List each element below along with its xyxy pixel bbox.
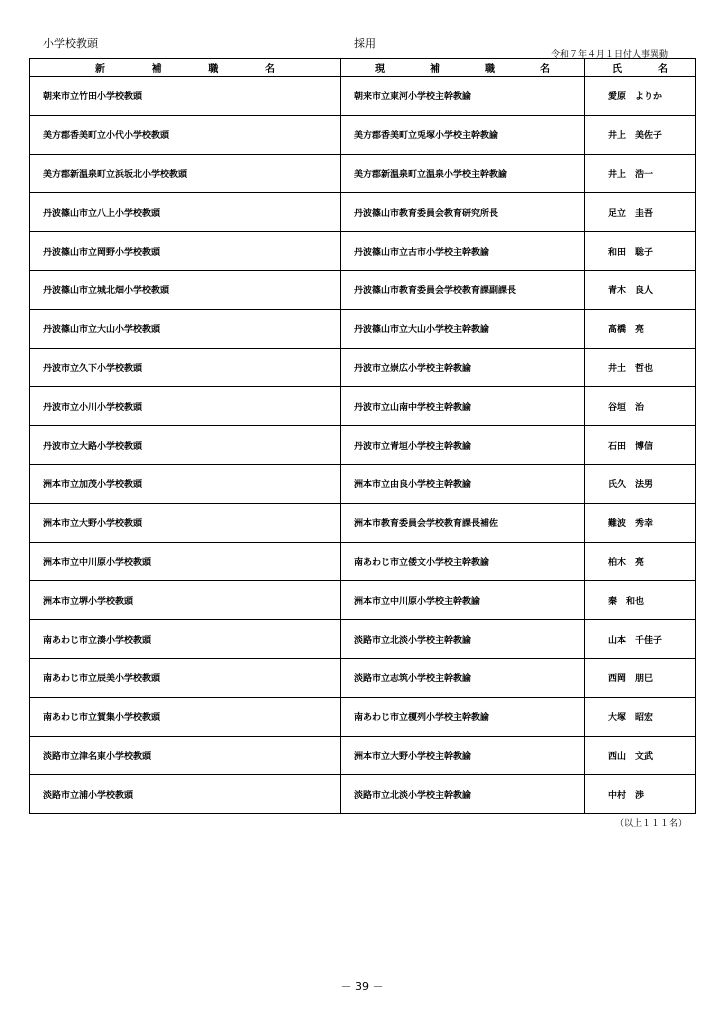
header-new-position: 新 補 職 名 (30, 59, 341, 77)
table-row (30, 464, 696, 503)
effective-date: 令和７年４月１日付人事異動 (550, 50, 668, 60)
name-cell: 井土 哲也 (585, 348, 696, 387)
name-cell: 大塚 昭宏 (585, 697, 696, 736)
table-row (30, 309, 696, 348)
header-name: 氏 名 (585, 59, 696, 77)
table-row (30, 232, 696, 271)
table-row (30, 270, 696, 309)
table-row (30, 426, 696, 465)
current-position-cell: 淡路市立志筑小学校主幹教諭 (341, 658, 585, 697)
new-position-cell: 洲本市立加茂小学校教頭 (30, 464, 341, 503)
name-cell: 井上 美佐子 (585, 115, 696, 154)
name-cell: 足立 圭吾 (585, 193, 696, 232)
current-position-cell: 丹波篠山市教育委員会学校教育課副課長 (341, 270, 585, 309)
current-position-cell: 丹波市立崇広小学校主幹教諭 (341, 348, 585, 387)
new-position-cell: 洲本市立中川原小学校教頭 (30, 542, 341, 581)
name-cell: 柏木 亮 (585, 542, 696, 581)
new-position-cell: 南あわじ市立賀集小学校教頭 (30, 697, 341, 736)
new-position-cell: 南あわじ市立辰美小学校教頭 (30, 658, 341, 697)
name-cell: 石田 博信 (585, 426, 696, 465)
new-position-cell: 美方郡香美町立小代小学校教頭 (30, 115, 341, 154)
new-position-cell: 丹波篠山市立大山小学校教頭 (30, 309, 341, 348)
new-position-cell: 丹波篠山市立城北畑小学校教頭 (30, 270, 341, 309)
name-cell: 愛原 よりか (585, 77, 696, 116)
new-position-cell: 丹波市立大路小学校教頭 (30, 426, 341, 465)
name-cell: 難波 秀幸 (585, 503, 696, 542)
name-cell: 井上 浩一 (585, 154, 696, 193)
current-position-cell: 丹波市立山南中学校主幹教諭 (341, 387, 585, 426)
current-position-cell: 朝来市立東河小学校主幹教諭 (341, 77, 585, 116)
table-header-row (30, 59, 696, 77)
table-row (30, 658, 696, 697)
current-position-cell: 丹波篠山市立大山小学校主幹教諭 (341, 309, 585, 348)
table-row (30, 775, 696, 814)
current-position-cell: 美方郡新温泉町立温泉小学校主幹教諭 (341, 154, 585, 193)
current-position-cell: 南あわじ市立榎列小学校主幹教諭 (341, 697, 585, 736)
new-position-cell: 洲本市立大野小学校教頭 (30, 503, 341, 542)
table-row (30, 697, 696, 736)
new-position-cell: 洲本市立堺小学校教頭 (30, 581, 341, 620)
table-row (30, 581, 696, 620)
current-position-cell: 丹波篠山市教育委員会教育研究所長 (341, 193, 585, 232)
new-position-cell: 丹波市立小川小学校教頭 (30, 387, 341, 426)
name-cell: 中村 渉 (585, 775, 696, 814)
name-cell: 山本 千佳子 (585, 620, 696, 659)
current-position-cell: 淡路市立北淡小学校主幹教諭 (341, 620, 585, 659)
name-cell: 西岡 朋巳 (585, 658, 696, 697)
current-position-cell: 丹波市立青垣小学校主幹教諭 (341, 426, 585, 465)
category-label: 小学校教頭 (43, 37, 98, 50)
total-count: （以上１１１名） (614, 819, 687, 829)
current-position-cell: 洲本市立大野小学校主幹教諭 (341, 736, 585, 775)
new-position-cell: 淡路市立浦小学校教頭 (30, 775, 341, 814)
new-position-cell: 淡路市立津名東小学校教頭 (30, 736, 341, 775)
current-position-cell: 南あわじ市立倭文小学校主幹教諭 (341, 542, 585, 581)
current-position-cell: 洲本市立中川原小学校主幹教諭 (341, 581, 585, 620)
name-cell: 髙橋 亮 (585, 309, 696, 348)
name-cell: 谷垣 治 (585, 387, 696, 426)
name-cell: 青木 良人 (585, 270, 696, 309)
personnel-table (29, 58, 696, 814)
name-cell: 秦 和也 (585, 581, 696, 620)
current-position-cell: 洲本市教育委員会学校教育課長補佐 (341, 503, 585, 542)
table-row (30, 542, 696, 581)
appointment-type-label: 採用 (354, 37, 376, 50)
table-row (30, 620, 696, 659)
table-row (30, 736, 696, 775)
current-position-cell: 美方郡香美町立兎塚小学校主幹教諭 (341, 115, 585, 154)
name-cell: 和田 聡子 (585, 232, 696, 271)
table-row (30, 348, 696, 387)
new-position-cell: 美方郡新温泉町立浜坂北小学校教頭 (30, 154, 341, 193)
new-position-cell: 丹波篠山市立八上小学校教頭 (30, 193, 341, 232)
table-row (30, 115, 696, 154)
table-row (30, 387, 696, 426)
table-row (30, 154, 696, 193)
table-row (30, 77, 696, 116)
new-position-cell: 南あわじ市立湊小学校教頭 (30, 620, 341, 659)
new-position-cell: 丹波篠山市立岡野小学校教頭 (30, 232, 341, 271)
name-cell: 西山 文武 (585, 736, 696, 775)
current-position-cell: 洲本市立由良小学校主幹教諭 (341, 464, 585, 503)
page-number: － 39 － (340, 980, 384, 993)
new-position-cell: 丹波市立久下小学校教頭 (30, 348, 341, 387)
name-cell: 氏久 法男 (585, 464, 696, 503)
header-current-position: 現 補 職 名 (341, 59, 585, 77)
table-row (30, 503, 696, 542)
table-row (30, 193, 696, 232)
current-position-cell: 淡路市立北淡小学校主幹教諭 (341, 775, 585, 814)
current-position-cell: 丹波篠山市立古市小学校主幹教諭 (341, 232, 585, 271)
new-position-cell: 朝来市立竹田小学校教頭 (30, 77, 341, 116)
